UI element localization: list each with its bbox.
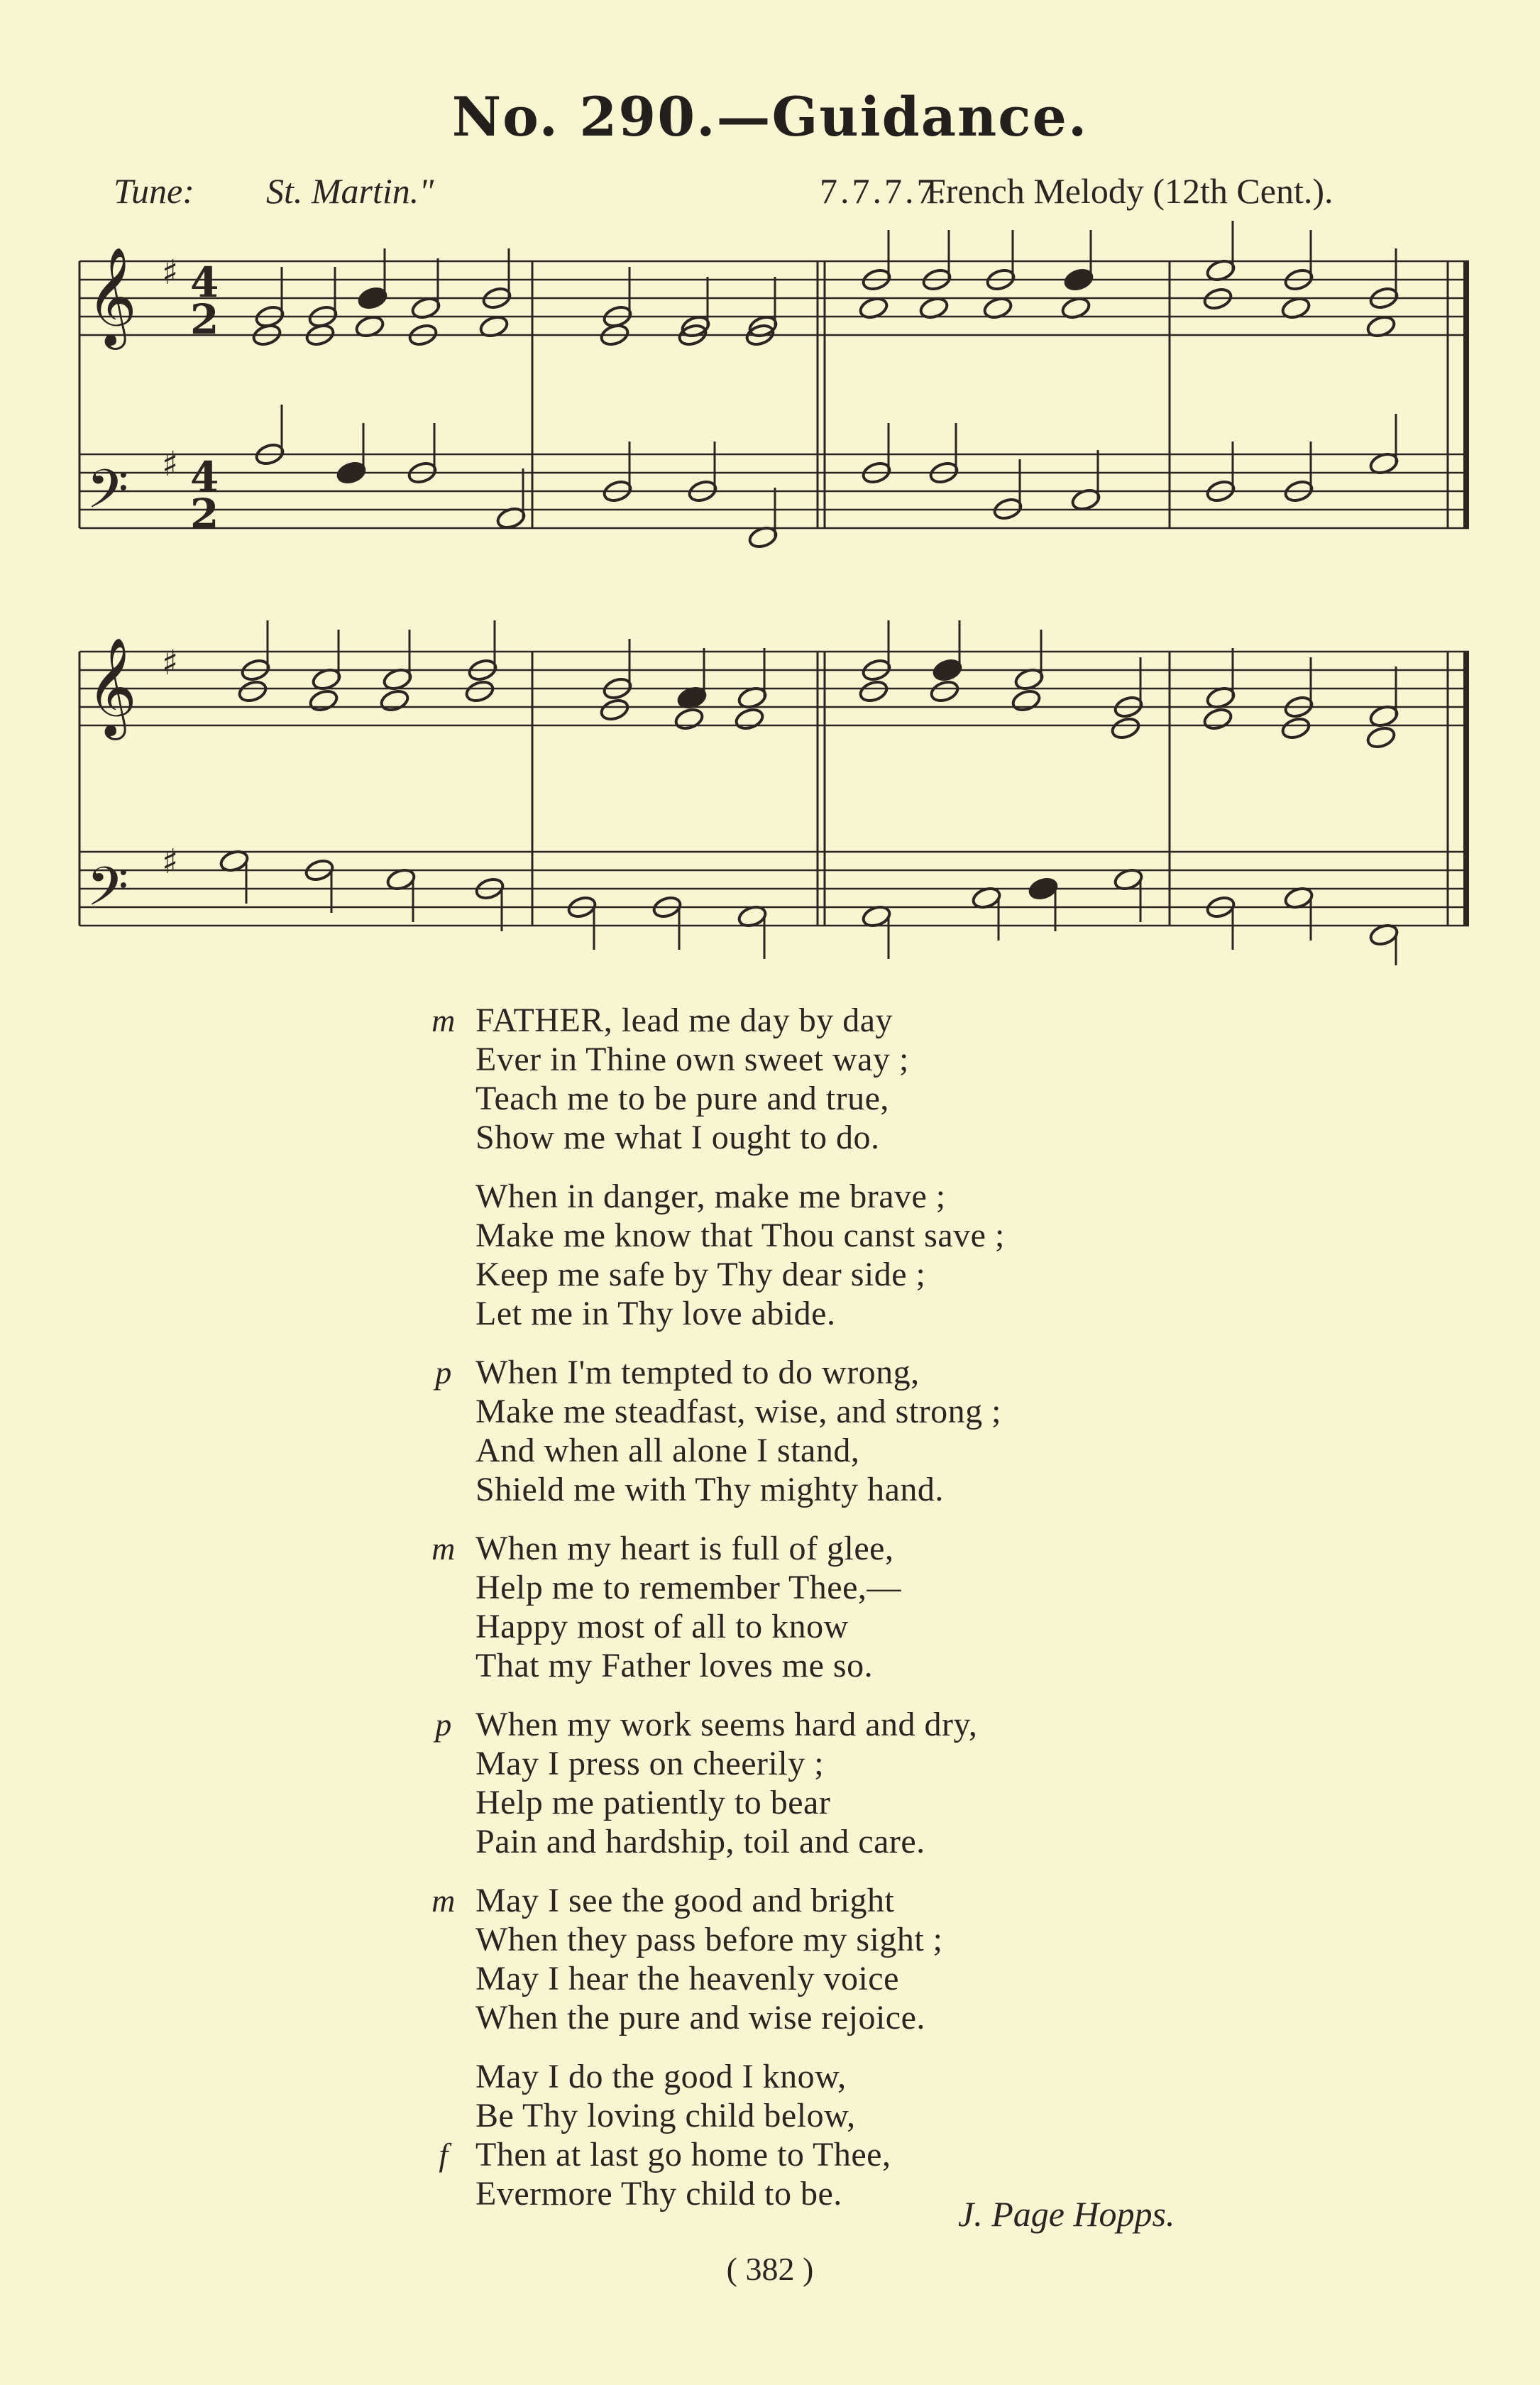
- verse-text: Let me in Thy love abide.: [475, 1295, 836, 1332]
- note-heads: [219, 221, 1399, 965]
- tune-name: St. Martin.": [266, 171, 434, 211]
- verse-text: Evermore Thy child to be.: [475, 2175, 842, 2213]
- verse-text: When my work seems hard and dry,: [475, 1706, 978, 1743]
- verse-line: [426, 2135, 1277, 2174]
- note-head: [673, 706, 705, 732]
- note-head: [336, 460, 367, 486]
- time-signature-bottom: 2: [190, 490, 219, 538]
- verse-line: [426, 1998, 1277, 2037]
- verse-text: And when all alone I stand,: [475, 1432, 860, 1469]
- note-head: [1063, 267, 1094, 292]
- verse-text: Help me patiently to bear: [475, 1784, 831, 1821]
- key-signature-sharp-icon: ♯: [162, 444, 179, 484]
- note-head: [237, 679, 268, 704]
- verse-line: [426, 1177, 1277, 1216]
- verse-text: That my Father loves me so.: [475, 1647, 874, 1684]
- stanza: [426, 1177, 1277, 1333]
- note-head: [1028, 876, 1059, 901]
- stanza: [426, 2057, 1277, 2213]
- verse-line: [426, 2096, 1277, 2135]
- music-score: [0, 0, 1540, 965]
- note-head: [379, 688, 410, 713]
- verse-line: [426, 1079, 1277, 1118]
- verse-line: [426, 1353, 1277, 1392]
- verse-line: [426, 1529, 1277, 1568]
- verse-text: Show me what I ought to do.: [475, 1119, 880, 1156]
- verse-line: [426, 1040, 1277, 1079]
- treble-clef-icon: 𝄞: [87, 637, 137, 736]
- verse-line: [426, 1216, 1277, 1255]
- verse-text: Make me know that Thou canst save ;: [475, 1217, 1005, 1254]
- note-head: [858, 679, 889, 704]
- verse-line: [426, 1920, 1277, 1959]
- verse-text: Help me to remember Thee,—: [475, 1569, 901, 1606]
- verse-line: [426, 2057, 1277, 2096]
- note-head: [734, 706, 765, 732]
- tune-label: Tune:: [114, 171, 194, 211]
- bass-clef-icon: 𝄢: [87, 458, 129, 534]
- verse-line: [426, 1881, 1277, 1920]
- barlines-2: [79, 652, 1466, 926]
- barlines-1: [79, 261, 1466, 528]
- note-head: [1011, 688, 1042, 713]
- treble-clef-icon: 𝄞: [87, 247, 137, 346]
- verse-text: Make me steadfast, wise, and strong ;: [475, 1393, 1001, 1430]
- dynamic-mark: m: [431, 1882, 456, 1919]
- verse-text: Pain and hardship, toil and care.: [475, 1823, 925, 1860]
- verse-text: When the pure and wise rejoice.: [475, 1999, 925, 2036]
- verse-text: Happy most of all to know: [475, 1608, 849, 1645]
- dynamic-mark: m: [431, 1002, 456, 1038]
- verse-line: [426, 1568, 1277, 1607]
- verse-text: May I press on cheerily ;: [475, 1745, 825, 1782]
- note-head: [929, 679, 960, 704]
- bass-staff-2: [79, 852, 1469, 926]
- treble-staff-2: [79, 652, 1469, 725]
- dynamic-mark: f: [439, 2137, 449, 2173]
- verse-text: FATHER, lead me day by day: [475, 1002, 893, 1039]
- key-signature-sharp-icon: ♯: [162, 253, 179, 292]
- verse-text: When in danger, make me brave ;: [475, 1178, 946, 1215]
- verse-line: [426, 1118, 1277, 1157]
- verse-text: May I see the good and bright: [475, 1882, 895, 1919]
- key-signature-sharp-icon: ♯: [162, 643, 179, 683]
- page-number: ( 382 ): [726, 2251, 814, 2287]
- dynamic-mark: p: [435, 1706, 452, 1743]
- note-head: [599, 697, 630, 723]
- verse-text: Be Thy loving child below,: [475, 2097, 856, 2134]
- time-signature-top: 4: [190, 453, 219, 501]
- dynamic-mark: p: [435, 1354, 452, 1391]
- verse-text: When they pass before my sight ;: [475, 1921, 943, 1958]
- verse-text: Keep me safe by Thy dear side ;: [475, 1256, 926, 1293]
- stanza: [426, 1705, 1277, 1861]
- verse-line: [426, 1470, 1277, 1509]
- stanza: [426, 1353, 1277, 1509]
- stanza: [426, 1529, 1277, 1685]
- tune-source: French Melody (12th Cent.).: [926, 171, 1333, 211]
- stanza: [426, 1001, 1277, 1157]
- verse-text: When my heart is full of glee,: [475, 1530, 894, 1567]
- stanza: [426, 1881, 1277, 2037]
- verse-text: Ever in Thine own sweet way ;: [475, 1041, 909, 1078]
- verse-text: When I'm tempted to do wrong,: [475, 1354, 920, 1391]
- verse-line: [426, 1294, 1277, 1333]
- key-signature-sharp-icon: ♯: [162, 842, 179, 882]
- verse-text: Then at last go home to Thee,: [475, 2136, 891, 2173]
- bass-clef-icon: 𝄢: [87, 855, 129, 931]
- verse-line: [426, 1959, 1277, 1998]
- verse-line: [426, 1431, 1277, 1470]
- time-signature-top: 4: [190, 258, 219, 307]
- verse-line: [426, 1607, 1277, 1646]
- verse-text: Teach me to be pure and true,: [475, 1080, 889, 1117]
- verse-line: [426, 1001, 1277, 1040]
- dynamic-mark: m: [431, 1530, 456, 1567]
- verse-line: [426, 1255, 1277, 1294]
- verse-text: Shield me with Thy mighty hand.: [475, 1471, 944, 1508]
- verse-line: [426, 1392, 1277, 1431]
- note-head: [932, 657, 963, 683]
- hymn-title: No. 290.—Guidance.: [451, 85, 1089, 148]
- verse-line: [426, 1705, 1277, 1744]
- note-head: [1280, 716, 1311, 741]
- verses: [426, 1001, 1277, 2233]
- system-2: [79, 652, 1469, 926]
- tune-meter: 7.7.7.7.: [820, 171, 949, 211]
- verse-line: [426, 1783, 1277, 1822]
- time-signature-bottom: 2: [190, 295, 219, 344]
- verse-line: [426, 1646, 1277, 1685]
- note-head: [464, 679, 495, 704]
- verse-text: May I do the good I know,: [475, 2058, 847, 2095]
- verse-line: [426, 1744, 1277, 1783]
- author: J. Page Hopps.: [958, 2194, 1175, 2234]
- note-head: [1365, 725, 1397, 750]
- verse-text: May I hear the heavenly voice: [475, 1960, 899, 1997]
- verse-line: [426, 1822, 1277, 1861]
- note-head: [357, 285, 388, 311]
- note-head: [1202, 706, 1233, 732]
- note-head: [1110, 716, 1141, 741]
- note-head: [308, 688, 339, 713]
